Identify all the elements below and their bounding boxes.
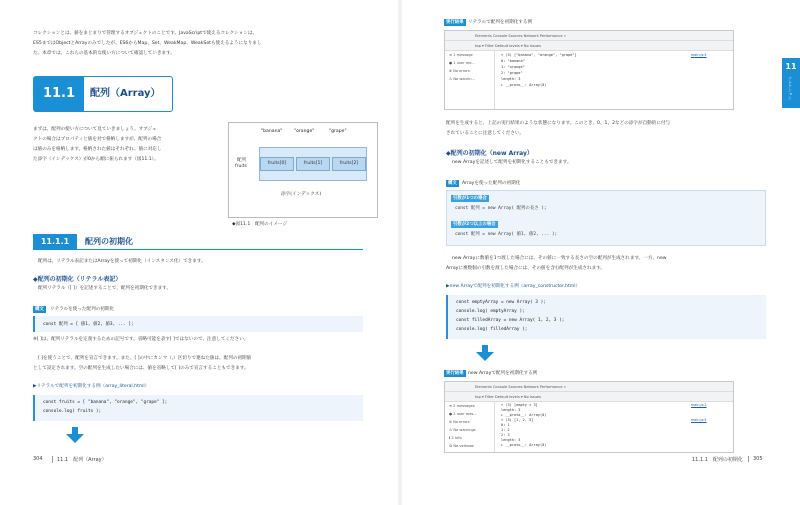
syntax-tag-right: 構文 [448, 181, 457, 186]
sidebar2-messages: ≡ 2 messages [449, 404, 475, 408]
syntax-title: リテラルを使った配列の初期化 [50, 307, 115, 312]
code-right-2: console.log( emptyArray ); [456, 309, 525, 314]
sidebar2-info: ℹ 2 info [449, 436, 462, 440]
figure-value-2: "grape" [329, 129, 347, 134]
case-1-code: const 配列 = new Array( 配列の長さ ); [455, 206, 547, 211]
result-title-2: new Arrayで配列を初期化する例 [468, 371, 538, 376]
footer-running-title: 11.1 配列（Array） [52, 456, 107, 463]
para-literal: 配列リテラル（[ ]）を記述することで、配列を初期化できます。 [38, 286, 171, 291]
example-title-right: ▶new Arrayで配列を初期化する例（array_constructor.html） [446, 284, 581, 289]
body-line-4: た添字（インデックス）が0から順に振られます（図11.1）。 [33, 157, 159, 162]
example-code-block-right [446, 295, 766, 339]
console-out-2: 0: "banana" [501, 59, 525, 63]
syntax-box [446, 190, 766, 246]
note: ※[ ]は、配列リテラルを定義するための記号です。省略可能を表す[ ]ではないので、注意してください。 [33, 337, 249, 342]
devtools-window-1 [444, 30, 734, 110]
chapter-number: 11 [785, 62, 797, 71]
code-line-1: const fruits = [ "banana", "orange", "grape" ]; [43, 400, 168, 405]
code-right-1: const emptyArray = new Array( 3 ); [456, 300, 546, 305]
sidebar2-user-messages: ● 2 user mes... [449, 412, 477, 416]
sidebar2-warnings: ⚠ No warnings [449, 428, 476, 432]
devtools-filter-bar-2: top ▾ Filter Default levels ▾ No Issues [445, 392, 733, 402]
console2-out-7: 2: 3 [501, 433, 510, 437]
console-out-1: ▾ (3) ["banana", "orange", "grape"] [501, 53, 577, 57]
subsection-heading [33, 234, 363, 250]
result-tag-1: 実行結果 [446, 20, 464, 25]
sidebar-errors: ⊗ No errors [449, 69, 470, 73]
array-cell-2: fruits[2] [332, 157, 366, 171]
console2-out-8: length: 3 [501, 438, 521, 442]
syntax-code: const 配列 = [ 値1, 値2, 値3, ... ]; [43, 322, 134, 327]
devtools-tabs: Elements Console Sources Network Performance » [445, 31, 733, 41]
para-2b: として設定されます。空の配列を生成したい場合には、値を省略して[ ]のみで宣言することもできます。 [33, 366, 249, 371]
section-title: 配列（Array） [90, 88, 161, 99]
source-link-2a[interactable]: main.js:2 [691, 403, 707, 407]
console2-out-9: ▸ __proto__: Array(0) [501, 443, 547, 447]
console-out-5: length: 3 [501, 77, 521, 81]
result-tag-2: 実行結果 [446, 371, 464, 376]
array-cell-0: fruits[0] [260, 157, 294, 171]
down-arrow-icon [476, 352, 494, 361]
code-line-2: console.log( fruits ); [43, 409, 102, 414]
down-arrow-icon [66, 434, 84, 443]
example-code-block [33, 395, 363, 421]
figure-index-label: 添字(インデックス) [281, 192, 322, 197]
body-line-3: は値のみを格納します。格納された値はそれぞれ、値に対応し [33, 147, 162, 152]
para-new-2b: Arrayに複数個の引数を渡した場合には、その値を含む配列が生成されます。 [446, 266, 606, 271]
case-1-label: 引数が1つの場合 [453, 196, 487, 201]
console2-out-6: 1: 2 [501, 428, 510, 432]
case-2-code: const 配列 = new Array( 値1, 値2, ... ); [455, 232, 558, 237]
console2-out-3: ▸ __proto__: Array(0) [501, 413, 547, 417]
syntax-title-right: Arrayを使った配列の初期化 [462, 181, 521, 186]
result-para-1b: されていることに注意してください。 [446, 131, 525, 136]
console-out-3: 1: "orange" [501, 65, 525, 69]
subsection-title: 配列の初期化 [85, 237, 133, 246]
subsection-number: 11.1.1 [33, 234, 77, 249]
footer-running-title-right: 11.1.1 配列の初期化 [692, 457, 743, 463]
figure-side-label-1: 配列 [237, 158, 247, 163]
devtools-sidebar-2 [445, 402, 495, 452]
devtools-window-2 [444, 381, 734, 453]
left-page [0, 0, 398, 505]
devtools-sidebar [445, 51, 495, 109]
devtools-filter-bar: top ▾ Filter Default levels ▾ No Issues [445, 41, 733, 51]
intro-line-3: た。本章では、これらの基本的な使い方について確認していきます。 [33, 51, 175, 56]
source-link[interactable]: main.js:4 [691, 53, 707, 57]
sidebar2-errors: ⊗ No errors [449, 420, 470, 424]
syntax-tag: 構文 [35, 307, 44, 312]
intro-line-2: ES5まではObjectとArrayのみでしたが、ES6からMap、Set、WeakMap、WeakSetも使えるようになりまし [33, 41, 262, 46]
figure-side-label-2: fruits [235, 164, 247, 169]
right-page [402, 0, 800, 505]
console-out-6: ▸ __proto__: Array(0) [501, 83, 547, 87]
console2-out-4: ▾ (3) [1, 2, 3] [501, 418, 534, 422]
console2-out-5: 0: 1 [501, 423, 510, 427]
case-2-label: 引数が2つ以上の場合 [453, 222, 496, 227]
para-2a: [ ]を使うことで、配列を宣言できます。また、[ ]の中にカンマ（,）区切りで連ねた値は、配列の初期値 [38, 356, 252, 361]
sidebar-warnings: ⚠ No warnin... [449, 77, 475, 81]
figure-array-image [228, 122, 378, 218]
figure-caption: ◆図11.1 配列のイメージ [232, 222, 287, 227]
array-cell-1: fruits[1] [296, 157, 330, 171]
sidebar-messages: ≡ 1 message [449, 53, 473, 57]
result-title-1: リテラルで配列を初期化する例 [468, 20, 533, 25]
footer-page-number: 304 [33, 456, 43, 462]
figure-value-1: "orange" [294, 129, 315, 134]
source-link-2b[interactable]: main.js:4 [691, 418, 707, 422]
devtools-tabs-2: Elements Console Sources Network Performance » [445, 382, 733, 392]
sidebar-user-messages: ● 1 user me... [449, 61, 475, 65]
result-para-1a: 配列を生成すると、上記の実行結果のような状態になります。このとき、0、1、2などの添字が自動的に付与 [446, 121, 671, 126]
para-new-array: new Arrayを記述して配列を初期化することもできます。 [452, 160, 572, 165]
intro-line-1: コレクションとは、値をまとまりで管理するオブジェクトのことです。JavaScriptで使えるコレクションは、 [33, 31, 258, 36]
para-1: 配列は、リテラル表記またはArrayを使って初期化（インスタンス化）できます。 [38, 259, 206, 264]
console2-out-1: ▾ (3) [empty × 3] [501, 403, 538, 407]
body-line-1: まずは、配列の使い方について見ていきましょう。オブジェ [33, 127, 157, 132]
heading-new-array: ◆配列の初期化（new Array） [446, 150, 533, 157]
para-new-2a: new Arrayに数値を1つ渡した場合には、その値に一致する長さの空の配列が生成されます。一方、new [452, 256, 667, 261]
code-right-3: const filledArray = new Array( 1, 2, 3 ); [456, 318, 565, 323]
body-line-2: クトの場合はプロパティと値を対で格納しますが、配列の場合 [33, 137, 162, 142]
example-title: ▶リテラルで配列を初期化する例（array_literal.html） [33, 384, 150, 389]
sidebar2-verbose: ⚙ No verbose [449, 444, 474, 448]
chapter-side-title: コレクション [788, 76, 793, 100]
chapter-tab [782, 58, 800, 108]
section-number: 11.1 [34, 77, 84, 111]
footer-page-number-right: 305 [748, 456, 763, 462]
heading-literal: ◆配列の初期化（リテラル表記） [33, 276, 122, 283]
figure-value-0: "banana" [261, 129, 283, 134]
syntax-code-block [33, 316, 363, 332]
section-heading [33, 76, 173, 112]
code-right-4: console.log( filledArray ); [456, 327, 528, 332]
console-out-4: 2: "grape" [501, 71, 523, 75]
console2-out-2: length: 3 [501, 408, 521, 412]
